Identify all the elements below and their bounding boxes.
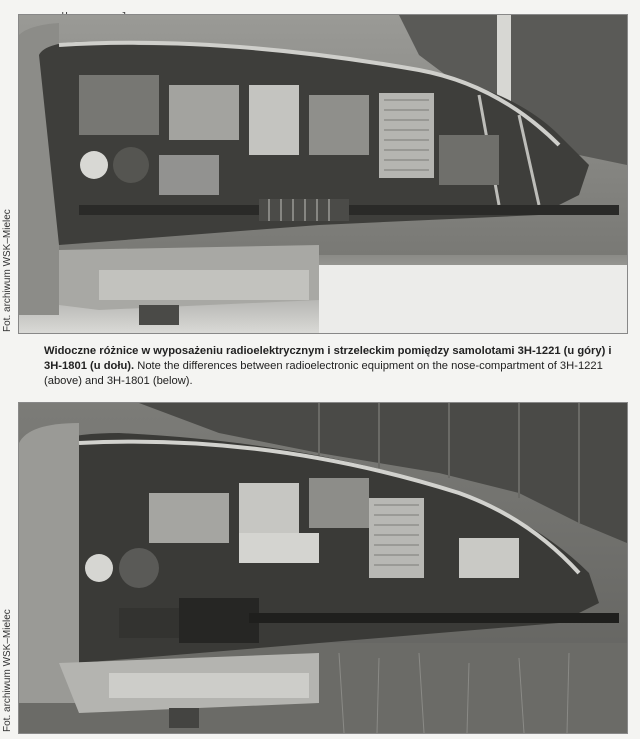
photo-caption [44,344,624,389]
photo-credit-bottom: Fot. archiwum WSK–Mielec [2,609,13,732]
photo-top-image [19,15,627,333]
caption-polish: Widoczne różnice w wyposażeniu radioelektrycznym i strzeleckim pomiędzy samolotami 3H-1221 (u góry) i 3H-1801 (u dołu). [44,345,612,372]
photo-credit-top: Fot. archiwum WSK–Mielec [2,209,13,332]
photo-top [18,14,628,334]
photo-bottom [18,402,628,734]
caption-english: Note the differences between radioelectronic equipment on the nose-compartment of 3H-1221 (above) and 3H-1801 (below). [44,360,603,387]
photo-bottom-image [19,403,627,733]
